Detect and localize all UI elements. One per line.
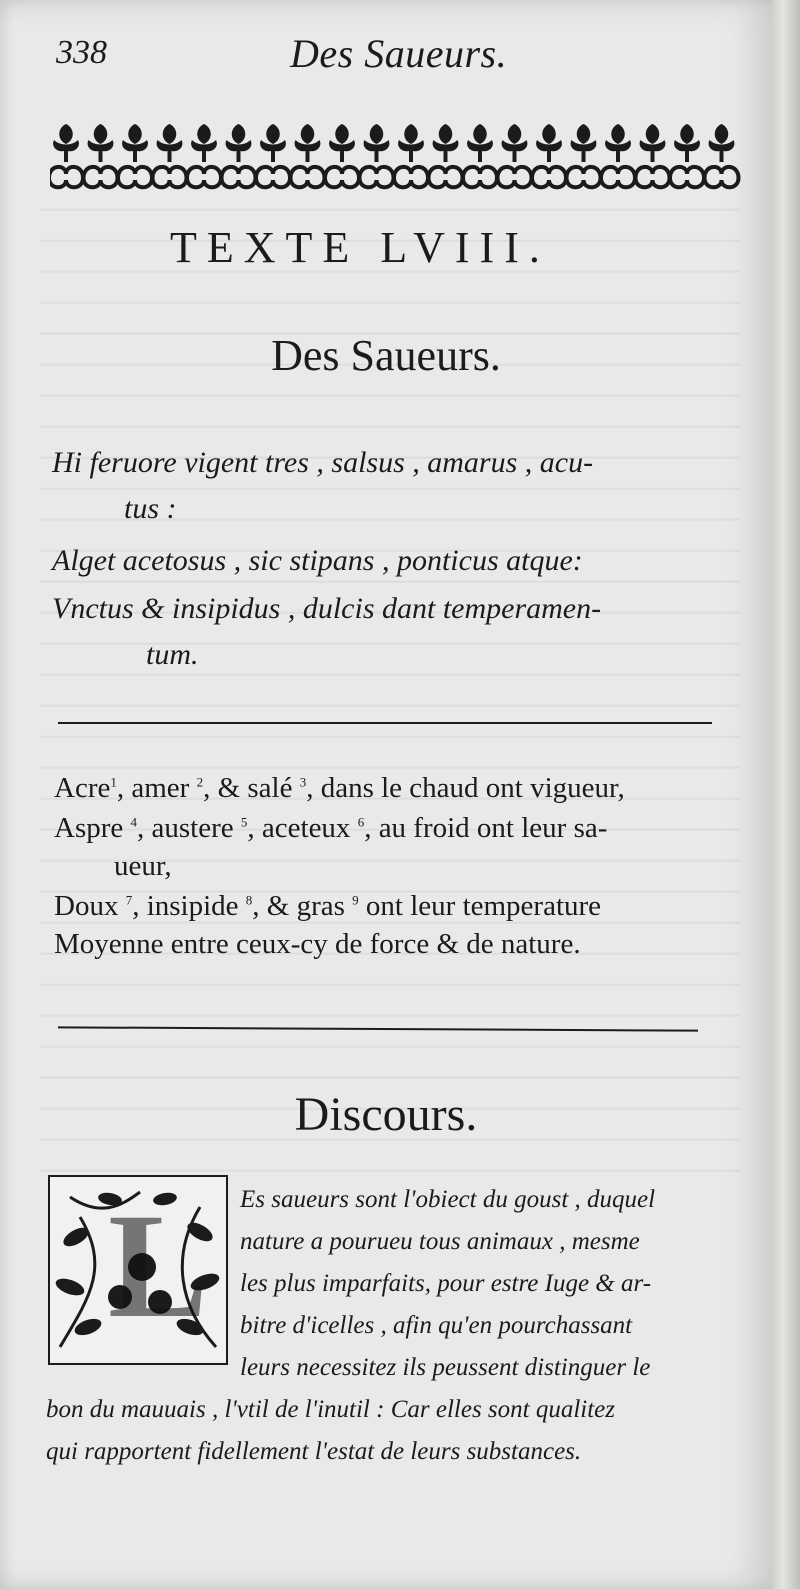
divider-rule [58, 1026, 698, 1031]
french-text: Acre [54, 772, 111, 804]
french-text: , dans le chaud ont vigueur, [306, 772, 625, 804]
scroll-ornament-icon [498, 167, 532, 187]
footnote-marker: 5 [240, 814, 248, 830]
scroll-ornament-icon [256, 167, 290, 187]
flower-ornament-icon [53, 124, 79, 151]
scroll-ornament-icon [429, 167, 463, 187]
flower-ornament-icon [433, 124, 459, 151]
flower-ornament-icon [467, 124, 493, 151]
flower-ornament-icon [226, 124, 252, 151]
scroll-ornament-icon [187, 167, 221, 187]
flower-ornament-icon [329, 124, 355, 151]
french-text: ueur, [114, 850, 172, 882]
scroll-ornament-icon [222, 167, 256, 187]
page-edge [772, 0, 800, 1589]
flower-ornament-icon [674, 124, 700, 151]
french-line [54, 812, 607, 845]
french-line [54, 890, 601, 923]
french-text: , austere [137, 812, 241, 844]
flower-ornament-icon [122, 124, 148, 151]
scroll-ornament-icon [291, 167, 325, 187]
latin-line: Hi feruore vigent tres , salsus , amarus , acu- [52, 446, 594, 479]
french-text: , au froid ont leur sa- [364, 812, 608, 844]
latin-verse [52, 448, 752, 688]
french-line [54, 928, 581, 961]
scroll-ornament-icon [84, 167, 118, 187]
flower-ornament-icon [502, 124, 528, 151]
subheading: Des Saueurs. [271, 331, 501, 380]
footnote-marker: 4 [130, 814, 138, 830]
scroll-ornament-icon [567, 167, 601, 187]
discours-line: leurs necessitez ils peussent distinguer le [240, 1354, 651, 1381]
footnote-marker: 6 [357, 814, 365, 830]
scroll-ornament-icon [601, 167, 635, 187]
flower-ornament-icon [640, 124, 666, 151]
latin-line: tum. [146, 638, 199, 671]
flower-ornament-icon [157, 124, 183, 151]
running-title: Des Saueurs. [290, 31, 508, 76]
footnote-marker: 3 [299, 774, 307, 790]
flower-ornament-icon [398, 124, 424, 151]
french-text: Aspre [54, 812, 131, 844]
page-number: 338 [56, 34, 107, 71]
french-text: , aceteux [247, 812, 358, 844]
latin-line: Alget acetosus , sic stipans , ponticus atque: [52, 544, 583, 577]
scroll-ornament-icon [153, 167, 187, 187]
footnote-marker: 8 [245, 892, 253, 908]
latin-line: Vnctus & insipidus , dulcis dant temperamen- [52, 592, 602, 625]
floral-ornament-band [50, 118, 742, 196]
divider-rule [58, 722, 712, 724]
discours-line: Es saueurs sont l'obiect du goust , duquel [240, 1186, 656, 1213]
footnote-marker: 9 [352, 892, 359, 908]
scroll-ornament-icon [360, 167, 394, 187]
flower-ornament-icon [260, 124, 286, 151]
flower-ornament-icon [88, 124, 114, 151]
french-line [114, 850, 172, 883]
french-verse [54, 772, 754, 972]
french-text: , insipide [132, 890, 246, 922]
flower-ornament-icon [571, 124, 597, 151]
discours-heading: Discours. [294, 1088, 478, 1141]
french-text: Moyenne entre ceux-cy de force & de nature. [54, 928, 581, 960]
flower-ornament-icon [709, 124, 735, 151]
scroll-ornament-icon [532, 167, 566, 187]
footnote-marker: 2 [196, 774, 204, 790]
french-text: Doux [54, 890, 126, 922]
discours-line: qui rapportent fidellement l'estat de leurs substances. [46, 1438, 582, 1465]
scroll-ornament-icon [394, 167, 428, 187]
scroll-ornament-icon [325, 167, 359, 187]
scroll-ornament-icon [118, 167, 152, 187]
footnote-marker: 7 [125, 892, 133, 908]
scroll-ornament-icon [670, 167, 704, 187]
latin-line: tus : [124, 492, 177, 525]
dropcap-letter: L [108, 1183, 209, 1349]
french-text: , & gras [252, 890, 353, 922]
flower-ornament-icon [536, 124, 562, 151]
french-text: , amer [116, 772, 197, 804]
french-text: ont leur temperature [358, 890, 602, 922]
flower-ornament-icon [191, 124, 217, 151]
decorated-initial [48, 1175, 228, 1365]
scroll-ornament-icon [463, 167, 497, 187]
scroll-ornament-icon [705, 167, 739, 187]
discours-line: bon du mauuais , l'vtil de l'inutil : Car elles sont qualitez [46, 1396, 616, 1423]
flower-ornament-icon [295, 124, 321, 151]
discours-line: bitre d'icelles , afin qu'en pourchassant [240, 1312, 633, 1339]
flower-ornament-icon [605, 124, 631, 151]
discours-line: les plus imparfaits, pour estre Iuge & ar- [240, 1270, 652, 1297]
french-text: , & salé [203, 772, 300, 804]
running-head [0, 18, 772, 76]
scroll-ornament-icon [50, 167, 83, 187]
french-line [54, 772, 625, 805]
flower-ornament-icon [364, 124, 390, 151]
discours-line: nature a pourueu tous animaux , mesme [240, 1228, 640, 1255]
footnote-marker: 1 [110, 774, 117, 790]
scroll-ornament-icon [636, 167, 670, 187]
texte-heading: TEXTE LVIII. [170, 223, 550, 272]
